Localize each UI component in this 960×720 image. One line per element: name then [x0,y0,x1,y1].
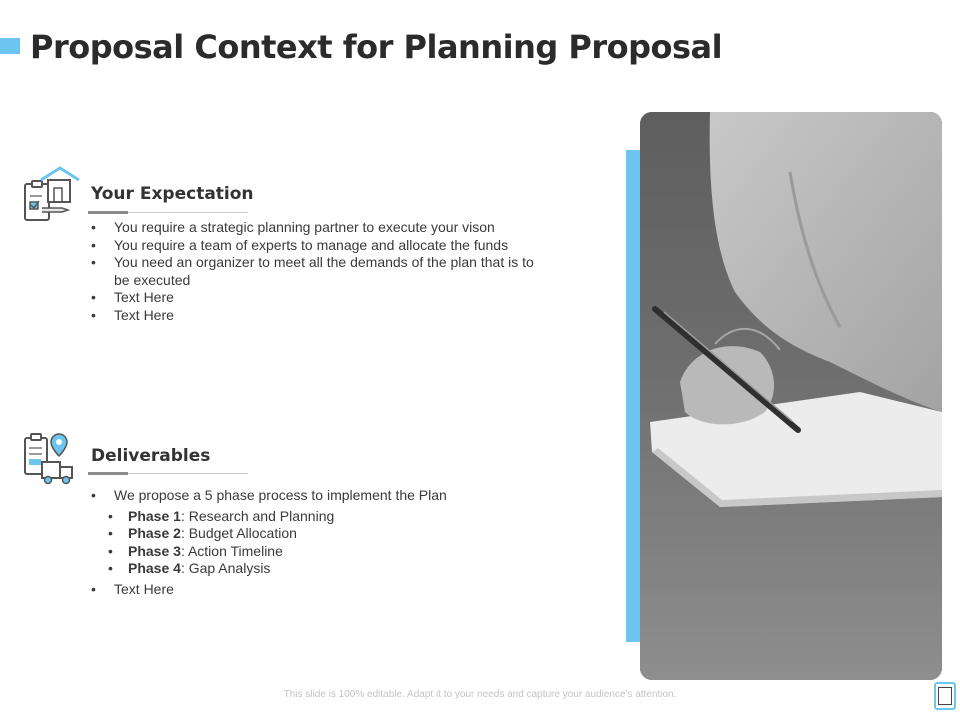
deliverables-bullet-list [90,487,550,598]
phase-item [90,525,550,543]
phase-text: : Action Timeline [180,542,283,559]
slide-title: Proposal Context for Planning Proposal [30,28,723,66]
phase-label: Phase 3 [128,542,181,559]
deliverables-divider [88,473,248,474]
corner-accent-bar [0,38,20,54]
expectation-bullet: • Text Here [90,289,550,307]
deliverables-intro-bullet: • We propose a 5 phase process to implement the Plan [90,487,550,505]
expectation-bullet-list [90,219,550,324]
slide-nav-icon[interactable] [934,682,956,710]
expectation-bullet: • Text Here [90,307,550,325]
expectation-section [22,166,582,346]
phase-text: : Budget Allocation [180,525,297,541]
expectation-bullet: • You require a strategic planning partner to execute your vison [90,219,550,237]
phase-text: : Gap Analysis [180,560,271,576]
clipboard-house-icon [22,166,82,226]
deliverables-heading: Deliverables [91,446,211,466]
phase-label: Phase 1 [128,507,181,524]
phase-item [90,560,550,578]
writing-hand-photo [640,112,942,680]
expectation-heading: Your Expectation [91,184,254,204]
phase-item [90,508,550,526]
phase-label: Phase 4 [128,560,181,576]
expectation-divider [88,212,248,213]
expectation-bullet: • You need an organizer to meet all the demands of the plan that is to be executed [90,254,550,289]
phase-text: : Research and Planning [180,507,335,524]
clipboard-location-truck-icon [22,430,82,490]
phase-label: Phase 2 [128,525,181,541]
phase-item [90,543,550,561]
deliverables-section [22,430,582,610]
footer-note: This slide is 100% editable. Adapt it to your needs and capture your audience's attention. [283,689,677,700]
deliverables-closing-bullet: • Text Here [90,581,550,599]
expectation-bullet: • You require a team of experts to manage and allocate the funds [90,237,550,255]
